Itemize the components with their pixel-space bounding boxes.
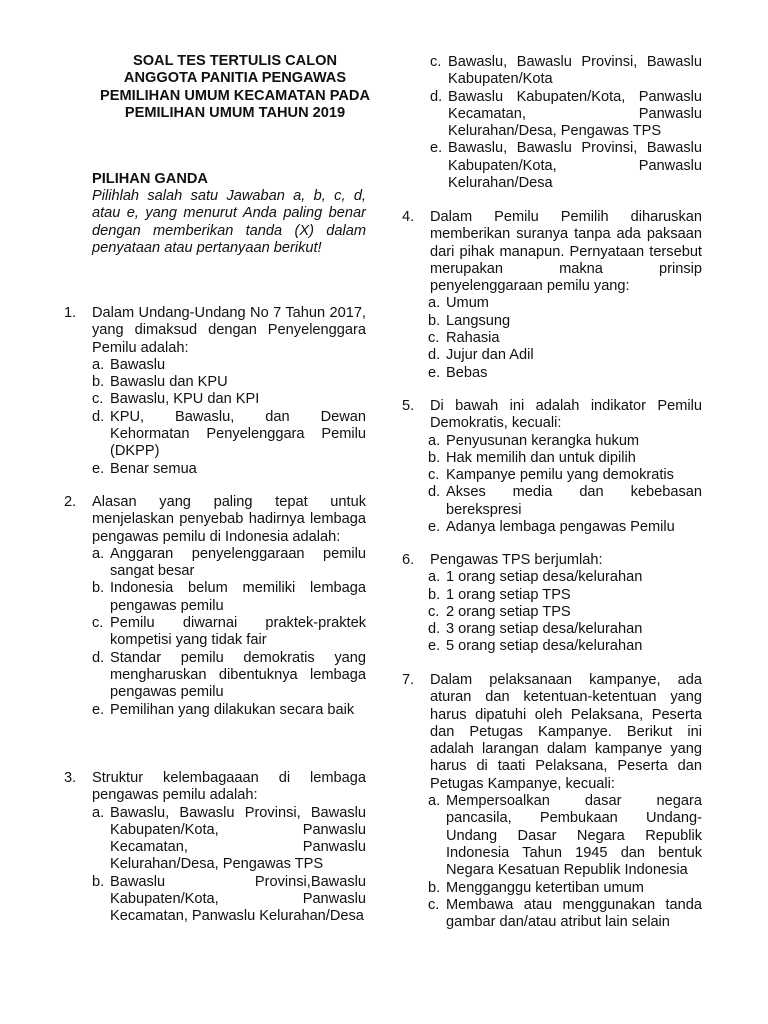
option-e[interactable]: [92, 461, 366, 478]
option-letter: b.: [428, 879, 441, 896]
option-letter: c.: [428, 896, 440, 913]
option-letter: d.: [428, 621, 441, 638]
option-text: Bawaslu, Bawaslu Provinsi, Bawaslu Kabupaten/Kota: [448, 54, 702, 88]
option-a[interactable]: [92, 546, 366, 581]
question-number: 1.: [64, 305, 77, 321]
option-a[interactable]: [92, 357, 366, 374]
option-text: Benar semua: [110, 460, 197, 477]
option-text: Akses media dan kebebasan berekspresi: [446, 484, 702, 518]
option-d[interactable]: [428, 347, 702, 364]
section-heading: PILIHAN GANDA: [92, 171, 208, 187]
option-c[interactable]: [428, 330, 702, 347]
option-c[interactable]: [92, 615, 366, 650]
option-c[interactable]: [428, 604, 702, 621]
option-letter: e.: [428, 364, 441, 381]
option-e[interactable]: [430, 140, 702, 192]
question-1: [64, 305, 366, 478]
option-text: Jujur dan Adil: [446, 347, 534, 364]
question-number: 7.: [402, 672, 415, 688]
question-text: Dalam Undang-Undang No 7 Tahun 2017, yang dimaksud dengan Penyelenggara Pemilu adalah:: [92, 305, 366, 356]
option-b[interactable]: [92, 374, 366, 391]
question-text: Dalam pelaksanaan kampanye, ada aturan dan ketentuan-ketentuan yang harus dipatuhi oleh Pelaksana, Peserta dan Petugas Kampanye. Berikut ini adalah larangan dalam kampanye yang harus di taati Pelaksana, Peserta dan Petugas Kampanye, kecuali:: [430, 672, 702, 792]
question-text: Dalam Pemilu Pemilih diharuskan memberikan suranya tanpa ada paksaan dari pihak manapun. Pernyataan tersebut merupakan makna prinsip penyelenggaraan pemilu yang:: [430, 209, 702, 295]
option-a[interactable]: [428, 569, 702, 586]
option-text: Rahasia: [446, 330, 500, 347]
option-text: Indonesia belum memiliki lembaga pengawas pemilu: [110, 580, 366, 614]
option-letter: b.: [92, 580, 105, 597]
option-letter: c.: [428, 330, 440, 347]
question-4: [402, 209, 702, 382]
option-letter: a.: [428, 295, 441, 312]
option-letter: b.: [92, 873, 105, 890]
option-letter: a.: [428, 793, 441, 810]
option-d[interactable]: [428, 484, 702, 519]
option-letter: d.: [92, 649, 105, 666]
question-text: Alasan yang paling tepat untuk menjelaskan penyebab hadirnya lembaga pengawas pemilu di Indonesia adalah:: [92, 494, 366, 545]
option-text: Bawaslu, Bawaslu Provinsi, Bawaslu Kabupaten/Kota, Panwaslu Kelurahan/Desa: [448, 140, 702, 192]
option-text: 5 orang setiap desa/kelurahan: [446, 638, 643, 655]
option-e[interactable]: [92, 702, 366, 719]
option-a[interactable]: [92, 805, 366, 874]
option-text: Bebas: [446, 364, 488, 381]
option-letter: c.: [92, 391, 104, 408]
option-text: Hak memilih dan untuk dipilih: [446, 449, 636, 466]
option-letter: d.: [92, 408, 105, 425]
option-text: Bawaslu, Bawaslu Provinsi, Bawaslu Kabupaten/Kota, Panwaslu Kecamatan, Panwaslu Kelurahan/Desa, Pengawas TPS: [110, 804, 366, 873]
option-letter: a.: [428, 432, 441, 449]
option-text: Bawaslu Provinsi,Bawaslu Kabupaten/Kota, Panwaslu Kecamatan, Panwaslu Kelurahan/Desa: [110, 873, 366, 925]
option-text: 1 orang setiap TPS: [446, 586, 571, 603]
option-b[interactable]: [428, 313, 702, 330]
option-a[interactable]: [428, 295, 702, 312]
question-3: [64, 770, 366, 926]
option-text: 3 orang setiap desa/kelurahan: [446, 621, 643, 638]
question-text: Pengawas TPS berjumlah:: [430, 552, 603, 568]
option-letter: c.: [430, 54, 442, 70]
option-c[interactable]: [92, 391, 366, 408]
option-d[interactable]: [428, 621, 702, 638]
option-text: Pemilihan yang dilakukan secara baik: [110, 701, 355, 718]
question-number: 2.: [64, 494, 77, 510]
question-number: 6.: [402, 552, 415, 568]
option-a[interactable]: [428, 793, 702, 879]
option-letter: d.: [428, 484, 441, 501]
option-d[interactable]: [430, 89, 702, 141]
option-letter: c.: [428, 467, 440, 484]
question-7: [402, 672, 702, 931]
option-letter: e.: [92, 701, 105, 718]
option-letter: a.: [92, 545, 105, 562]
option-letter: b.: [92, 374, 105, 391]
question-text: Struktur kelembagaaan di lembaga pengawas pemilu adalah:: [92, 770, 366, 804]
option-b[interactable]: [428, 587, 702, 604]
option-text: Penyusunan kerangka hukum: [446, 432, 640, 449]
option-letter: e.: [92, 460, 105, 477]
option-letter: e.: [430, 140, 443, 157]
option-e[interactable]: [428, 638, 702, 655]
option-text: Umum: [446, 295, 489, 312]
option-text: Kampanye pemilu yang demokratis: [446, 467, 674, 484]
option-d[interactable]: [92, 650, 366, 702]
option-c[interactable]: [428, 897, 702, 932]
option-letter: d.: [428, 347, 441, 364]
option-b[interactable]: [92, 580, 366, 615]
question-6: [402, 552, 702, 656]
option-letter: b.: [428, 449, 441, 466]
question-number: 3.: [64, 770, 77, 786]
option-text: Mempersoalkan dasar negara pancasila, Pembukaan Undang-Undang Dasar Negara Republik Indonesia Tahun 1945 dan bentuk Negara Kesatuan Republik Indonesia: [446, 793, 702, 879]
option-letter: e.: [428, 638, 441, 655]
instruction-text: Pilihlah salah satu Jawaban a, b, c, d, atau e, yang menurut Anda paling benar dengan memberikan tanda (X) dalam penyataan atau pertanyaan berikut!: [92, 188, 366, 256]
option-b[interactable]: [428, 880, 702, 897]
option-letter: a.: [92, 804, 105, 821]
option-letter: a.: [92, 356, 105, 373]
option-text: 1 orang setiap desa/kelurahan: [446, 569, 643, 586]
question-number: 5.: [402, 398, 415, 414]
question-number: 4.: [402, 209, 415, 225]
option-letter: d.: [430, 88, 443, 105]
option-e[interactable]: [428, 519, 702, 536]
option-c[interactable]: [430, 54, 702, 89]
option-text: Membawa atau menggunakan tanda gambar dan/atau atribut lain selain: [446, 896, 702, 931]
option-letter: e.: [428, 519, 441, 536]
question-3-continued: [430, 54, 702, 192]
option-text: Bawaslu Kabupaten/Kota, Panwaslu Kecamatan, Panwaslu Kelurahan/Desa, Pengawas TPS: [448, 88, 702, 140]
option-text: Bawaslu, KPU dan KPI: [110, 391, 260, 408]
document-title: SOAL TES TERTULIS CALON ANGGOTA PANITIA PENGAWAS PEMILIHAN UMUM KECAMATAN PADA PEMILIHAN UMUM TAHUN 2019: [100, 53, 370, 121]
option-text: Bawaslu: [110, 356, 166, 373]
option-a[interactable]: [428, 433, 702, 450]
option-text: Standar pemilu demokratis yang mengharuskan dibentuknya lembaga pengawas pemilu: [110, 649, 366, 701]
option-letter: b.: [428, 586, 441, 603]
option-text: Anggaran penyelenggaraan pemilu sangat besar: [110, 545, 366, 580]
option-letter: a.: [428, 569, 441, 586]
option-letter: b.: [428, 312, 441, 329]
question-5: [402, 398, 702, 536]
option-b[interactable]: [92, 874, 366, 926]
option-text: Bawaslu dan KPU: [110, 374, 228, 391]
option-text: Langsung: [446, 312, 511, 329]
option-text: Mengganggu ketertiban umum: [446, 879, 644, 896]
option-c[interactable]: [428, 467, 702, 484]
option-b[interactable]: [428, 450, 702, 467]
option-letter: c.: [428, 603, 440, 620]
option-text: Adanya lembaga pengawas Pemilu: [446, 519, 675, 536]
question-text: Di bawah ini adalah indikator Pemilu Demokratis, kecuali:: [430, 398, 702, 432]
question-2: [64, 494, 366, 719]
option-letter: c.: [92, 615, 104, 632]
option-text: KPU, Bawaslu, dan Dewan Kehormatan Penyelenggara Pemilu (DKPP): [110, 408, 366, 460]
option-text: 2 orang setiap TPS: [446, 603, 571, 620]
option-text: Pemilu diwarnai praktek-praktek kompetisi yang tidak fair: [110, 615, 366, 649]
option-d[interactable]: [92, 409, 366, 461]
option-e[interactable]: [428, 365, 702, 382]
